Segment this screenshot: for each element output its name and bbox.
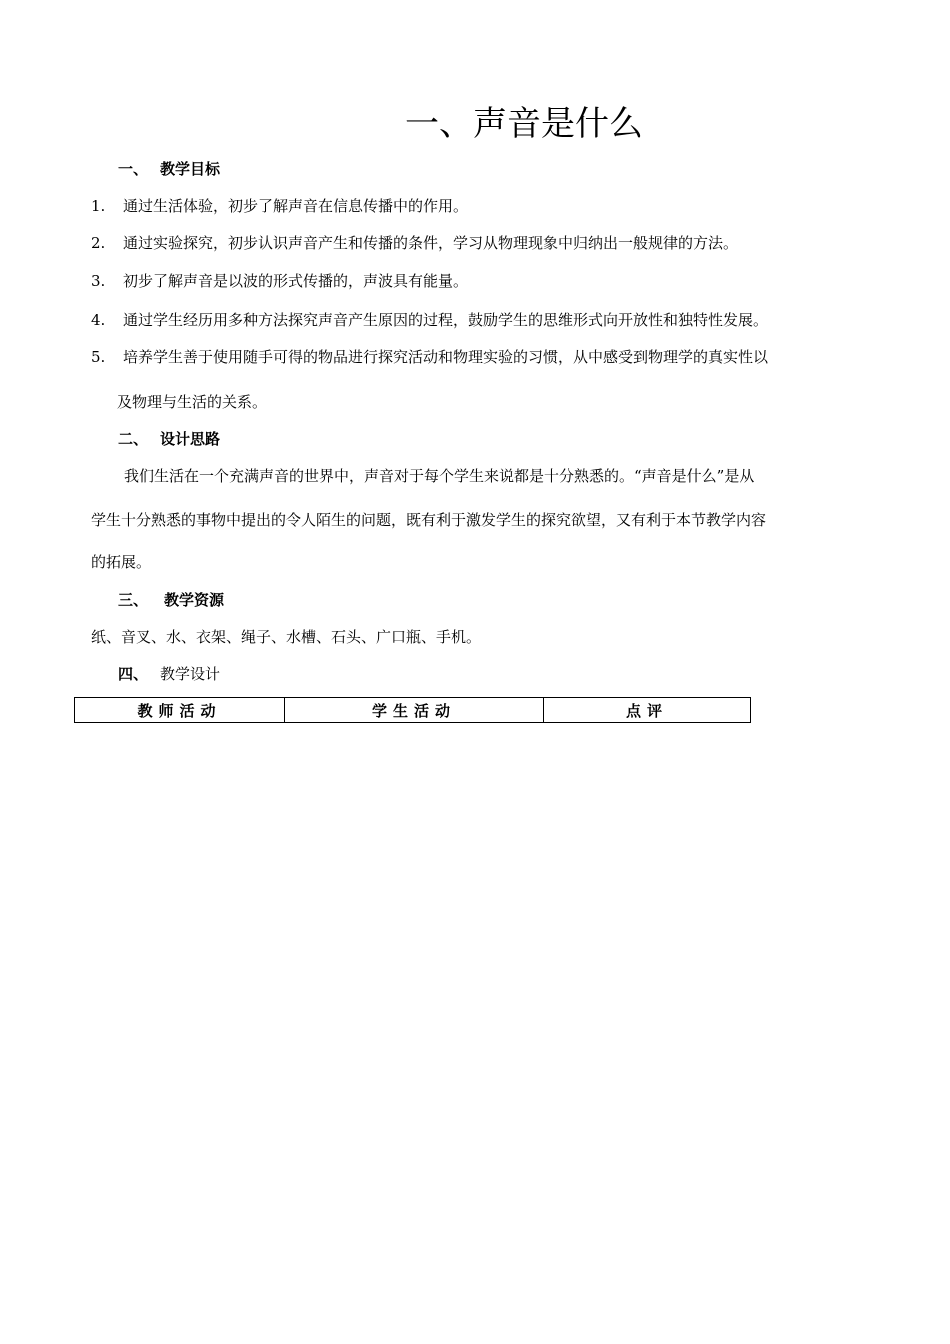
section-number: 二、	[118, 430, 149, 448]
goal-text: 培养学生善于使用随手可得的物品进行探究活动和物理实验的习惯，从中感受到物理学的真实性以	[123, 348, 769, 366]
page-title: 一、声音是什么	[405, 104, 643, 144]
goal-text: 通过生活体验，初步了解声音在信息传播中的作用。	[123, 197, 469, 215]
paragraph-line: 的拓展。	[91, 553, 152, 571]
section-heading-design-idea	[118, 429, 220, 449]
goal-text: 通过学生经历用多种方法探究声音产生原因的过程，鼓励学生的思维形式向开放性和独特性发展。	[123, 311, 769, 329]
goal-number: 3.	[91, 272, 106, 290]
paragraph-line: 学生十分熟悉的事物中提出的令人陌生的问题，既有利于激发学生的探究欲望，又有利于本节教学内容	[91, 511, 767, 529]
goal-text-continued: 及物理与生活的关系。	[117, 393, 268, 411]
section-heading-goals	[118, 159, 220, 179]
section-title: 教学资源	[164, 591, 225, 609]
section-heading-teaching-design	[118, 664, 220, 684]
goal-text: 初步了解声音是以波的形式传播的，声波具有能量。	[123, 272, 469, 290]
goal-item	[91, 196, 468, 216]
table-header-comment: 点评	[543, 698, 750, 722]
goal-item	[91, 347, 768, 367]
table-header-teacher-activity: 教师活动	[137, 701, 222, 720]
section-title: 教学目标	[160, 160, 221, 178]
section-number: 三、	[118, 591, 149, 609]
paragraph-line: 我们生活在一个充满声音的世界中，声音对于每个学生来说都是十分熟悉的。“声音是什么”是从	[124, 467, 755, 485]
resources-list: 纸、音叉、水、衣架、绳子、水槽、石头、广口瓶、手机。	[91, 628, 482, 646]
goal-item	[91, 271, 468, 291]
goal-item	[91, 310, 768, 330]
section-number: 四、	[118, 665, 149, 683]
teaching-design-table	[74, 697, 751, 723]
goal-number: 4.	[91, 311, 106, 329]
goal-number: 5.	[91, 348, 106, 366]
section-title: 教学设计	[160, 665, 221, 683]
section-title: 设计思路	[160, 430, 221, 448]
goal-text: 通过实验探究，初步认识声音产生和传播的条件，学习从物理现象中归纳出一般规律的方法。	[123, 234, 739, 252]
section-heading-resources	[118, 590, 224, 610]
goal-number: 2.	[91, 234, 106, 252]
goal-number: 1.	[91, 197, 106, 215]
goal-item	[91, 233, 738, 253]
section-number: 一、	[118, 160, 149, 178]
table-header-student-activity: 学生活动	[284, 698, 543, 722]
